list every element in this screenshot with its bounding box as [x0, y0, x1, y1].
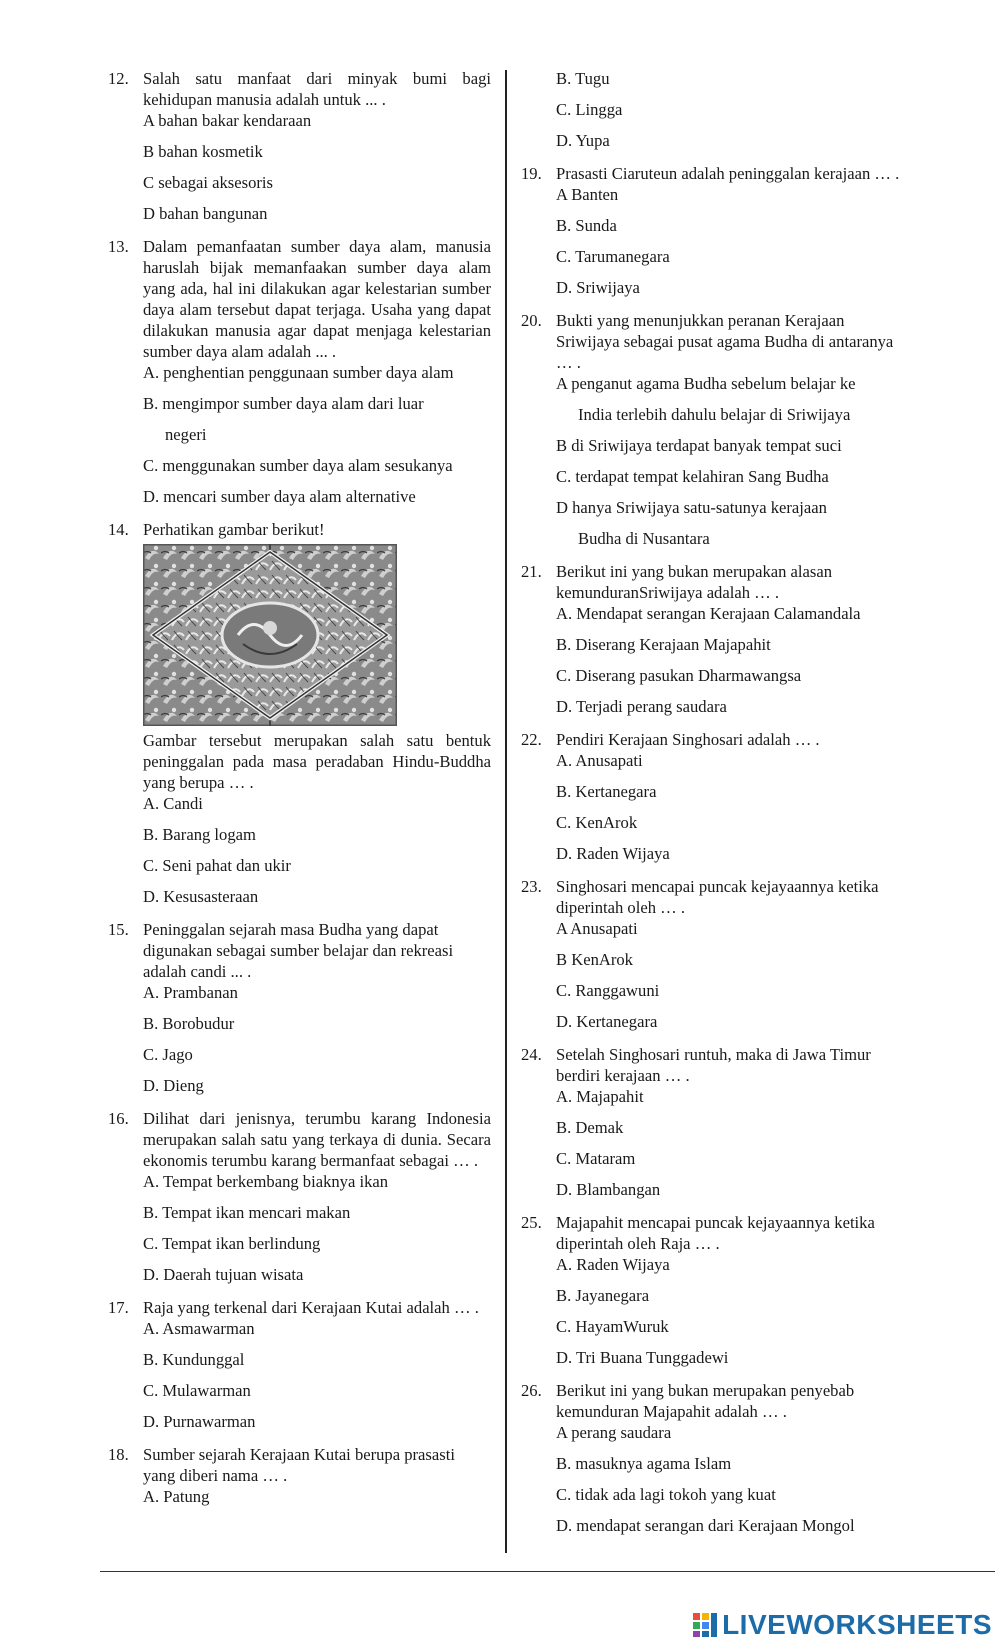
right-column: [521, 68, 903, 1536]
option-c[interactable]: C. Mataram: [556, 1149, 636, 1168]
question-23: [521, 876, 903, 1032]
question-stem: Berikut ini yang bukan merupakan alasan kemunduranSriwijaya adalah … .: [556, 562, 833, 602]
liveworksheets-watermark: [692, 1610, 992, 1640]
option-b[interactable]: B. Kertanegara: [556, 782, 657, 801]
option-d[interactable]: D bahan bangunan: [143, 204, 268, 223]
option-b[interactable]: B. Barang logam: [143, 825, 256, 844]
option-b[interactable]: B. Tempat ikan mencari makan: [143, 1203, 351, 1222]
question-14: [108, 519, 491, 907]
option-b[interactable]: B. Borobudur: [143, 1014, 235, 1033]
option-a[interactable]: A. Patung: [143, 1487, 210, 1506]
option-d[interactable]: D. Purnawarman: [143, 1412, 256, 1431]
option-c[interactable]: C. Tarumanegara: [556, 247, 670, 266]
option-b[interactable]: B. Demak: [556, 1118, 624, 1137]
question-number: 26.: [521, 1381, 542, 1400]
option-b[interactable]: B. masuknya agama Islam: [556, 1454, 732, 1473]
option-b[interactable]: B. Jayanegara: [556, 1286, 650, 1305]
question-12: [108, 68, 491, 224]
question-stem: Pendiri Kerajaan Singhosari adalah … .: [556, 730, 820, 749]
question-number: 24.: [521, 1045, 542, 1064]
option-a[interactable]: A Anusapati: [556, 919, 638, 938]
question-stem: Perhatikan gambar berikut!: [143, 520, 325, 539]
option-b[interactable]: B di Sriwijaya terdapat banyak tempat suci: [556, 436, 842, 455]
option-a[interactable]: A. Tempat berkembang biaknya ikan: [143, 1172, 389, 1191]
question-stem: Dalam pemanfaatan sumber daya alam, manusia haruslah bijak memanfaakan sumber daya alam yang ada, hal ini dilakukan agar kelestarian sumber daya alam tersebut dapat terjaga. Usaha yang dapat dilakukan manusia agar dapat menjaga kelestarian sumber daya alam adalah ... .: [143, 237, 491, 361]
option-d[interactable]: D. Terjadi perang saudara: [556, 697, 727, 716]
question-number: 15.: [108, 920, 129, 939]
question-stem: Prasasti Ciaruteun adalah peninggalan kerajaan … .: [556, 164, 900, 183]
option-c[interactable]: C. Diserang pasukan Dharmawangsa: [556, 666, 802, 685]
option-a[interactable]: A. Majapahit: [556, 1087, 644, 1106]
left-column: [108, 68, 491, 1507]
option-c[interactable]: C. Seni pahat dan ukir: [143, 856, 291, 875]
option-c[interactable]: C. terdapat tempat kelahiran Sang Budha: [556, 467, 829, 486]
question-number: 25.: [521, 1213, 542, 1232]
column-divider: [505, 70, 507, 1553]
question-stem: Berikut ini yang bukan merupakan penyebab kemunduran Majapahit adalah … .: [556, 1381, 855, 1421]
option-a[interactable]: A. Anusapati: [556, 751, 643, 770]
option-d[interactable]: D. Kesusasteraan: [143, 887, 259, 906]
option-c[interactable]: C. Lingga: [556, 100, 623, 119]
option-a[interactable]: A perang saudara: [556, 1423, 672, 1442]
option-d[interactable]: D. mencari sumber daya alam alternative: [143, 487, 416, 506]
question-18: [108, 1444, 491, 1507]
question-number: 22.: [521, 730, 542, 749]
question-26: [521, 1380, 903, 1536]
option-d[interactable]: D. mendapat serangan dari Kerajaan Mongol: [556, 1516, 855, 1535]
option-c[interactable]: C. Mulawarman: [143, 1381, 251, 1400]
question-number: 13.: [108, 237, 129, 256]
option-d[interactable]: D hanya Sriwijaya satu-satunya kerajaan: [556, 498, 827, 517]
question-stem: Raja yang terkenal dari Kerajaan Kutai adalah … .: [143, 1298, 479, 1317]
watermark-text: LIVEWORKSHEETS: [722, 1609, 992, 1640]
question-stem: Bukti yang menunjukkan peranan Kerajaan Sriwijaya sebagai pusat agama Budha di antaranya … .: [556, 311, 894, 372]
option-d[interactable]: D. Kertanegara: [556, 1012, 658, 1031]
question-17: [108, 1297, 491, 1432]
option-c[interactable]: C. KenArok: [556, 813, 638, 832]
option-b[interactable]: B KenArok: [556, 950, 633, 969]
question-22: [521, 729, 903, 864]
option-c[interactable]: C. menggunakan sumber daya alam sesukanya: [143, 456, 453, 475]
question-stem-continued: Gambar tersebut merupakan salah satu bentuk peninggalan pada masa peradaban Hindu-Buddha yang berupa … .: [143, 731, 491, 792]
question-number: 16.: [108, 1109, 129, 1128]
question-number: 23.: [521, 877, 542, 896]
question-number: 21.: [521, 562, 542, 581]
option-c[interactable]: C. Tempat ikan berlindung: [143, 1234, 321, 1253]
option-c[interactable]: C. HayamWuruk: [556, 1317, 669, 1336]
question-stem: Dilihat dari jenisnya, terumbu karang Indonesia merupakan salah satu yang terkaya di dunia. Secara ekonomis terumbu karang bermanfaat sebagai … .: [143, 1109, 491, 1170]
question-19: [521, 163, 903, 298]
question-20: [521, 310, 903, 549]
option-d-continued: Budha di Nusantara: [578, 529, 710, 548]
option-a[interactable]: A. Asmawarman: [143, 1319, 255, 1338]
option-a[interactable]: A bahan bakar kendaraan: [143, 111, 312, 130]
question-number: 17.: [108, 1298, 129, 1317]
question-15: [108, 919, 491, 1096]
option-b[interactable]: B. Tugu: [556, 69, 610, 88]
option-a[interactable]: A. Mendapat serangan Kerajaan Calamandala: [556, 604, 861, 623]
option-a[interactable]: A. Prambanan: [143, 983, 238, 1002]
question-stem: Setelah Singhosari runtuh, maka di Jawa Timur berdiri kerajaan … .: [556, 1045, 871, 1085]
option-b-continued: negeri: [165, 425, 207, 444]
liveworksheets-logo-icon: [692, 1612, 718, 1638]
bottom-rule: [100, 1571, 995, 1572]
option-d[interactable]: D. Daerah tujuan wisata: [143, 1265, 304, 1284]
option-a[interactable]: A. Raden Wijaya: [556, 1255, 670, 1274]
question-number: 12.: [108, 69, 129, 88]
option-b[interactable]: B. mengimpor sumber daya alam dari luar: [143, 394, 424, 413]
question-number: 19.: [521, 164, 542, 183]
option-d[interactable]: D. Blambangan: [556, 1180, 661, 1199]
option-d[interactable]: D. Dieng: [143, 1076, 204, 1095]
option-b[interactable]: B. Diserang Kerajaan Majapahit: [556, 635, 771, 654]
option-c[interactable]: C sebagai aksesoris: [143, 173, 273, 192]
option-d[interactable]: D. Raden Wijaya: [556, 844, 670, 863]
question-number: 20.: [521, 311, 542, 330]
question-stem: Singhosari mencapai puncak kejayaannya ketika diperintah oleh … .: [556, 877, 879, 917]
option-c[interactable]: C. tidak ada lagi tokoh yang kuat: [556, 1485, 776, 1504]
question-16: [108, 1108, 491, 1285]
option-a[interactable]: A. penghentian penggunaan sumber daya alam: [143, 363, 454, 382]
question-stem: Sumber sejarah Kerajaan Kutai berupa prasasti yang diberi nama … .: [143, 1445, 455, 1485]
option-b[interactable]: B. Kundunggal: [143, 1350, 245, 1369]
option-a[interactable]: A. Candi: [143, 794, 203, 813]
question-21: [521, 561, 903, 717]
question-13: [108, 236, 491, 507]
question-stem: Majapahit mencapai puncak kejayaannya ketika diperintah oleh Raja … .: [556, 1213, 875, 1253]
question-24: [521, 1044, 903, 1200]
question-number: 18.: [108, 1445, 129, 1464]
option-b[interactable]: B bahan kosmetik: [143, 142, 263, 161]
option-d[interactable]: D. Tri Buana Tunggadewi: [556, 1348, 729, 1367]
question-25: [521, 1212, 903, 1368]
option-a[interactable]: A penganut agama Budha sebelum belajar ke: [556, 374, 856, 393]
option-b[interactable]: B. Sunda: [556, 216, 617, 235]
wood-carving-image: [143, 544, 397, 726]
option-a[interactable]: A Banten: [556, 185, 619, 204]
option-d[interactable]: D. Yupa: [556, 131, 610, 150]
option-a-continued: India terlebih dahulu belajar di Sriwijaya: [578, 405, 851, 424]
question-stem: Peninggalan sejarah masa Budha yang dapat digunakan sebagai sumber belajar dan rekreasi adalah candi ... .: [143, 920, 454, 981]
question-18-continued: [521, 68, 903, 151]
option-c[interactable]: C. Jago: [143, 1045, 193, 1064]
option-d[interactable]: D. Sriwijaya: [556, 278, 640, 297]
question-stem: Salah satu manfaat dari minyak bumi bagi kehidupan manusia adalah untuk ... .: [143, 69, 491, 109]
option-c[interactable]: C. Ranggawuni: [556, 981, 660, 1000]
question-number: 14.: [108, 520, 129, 539]
